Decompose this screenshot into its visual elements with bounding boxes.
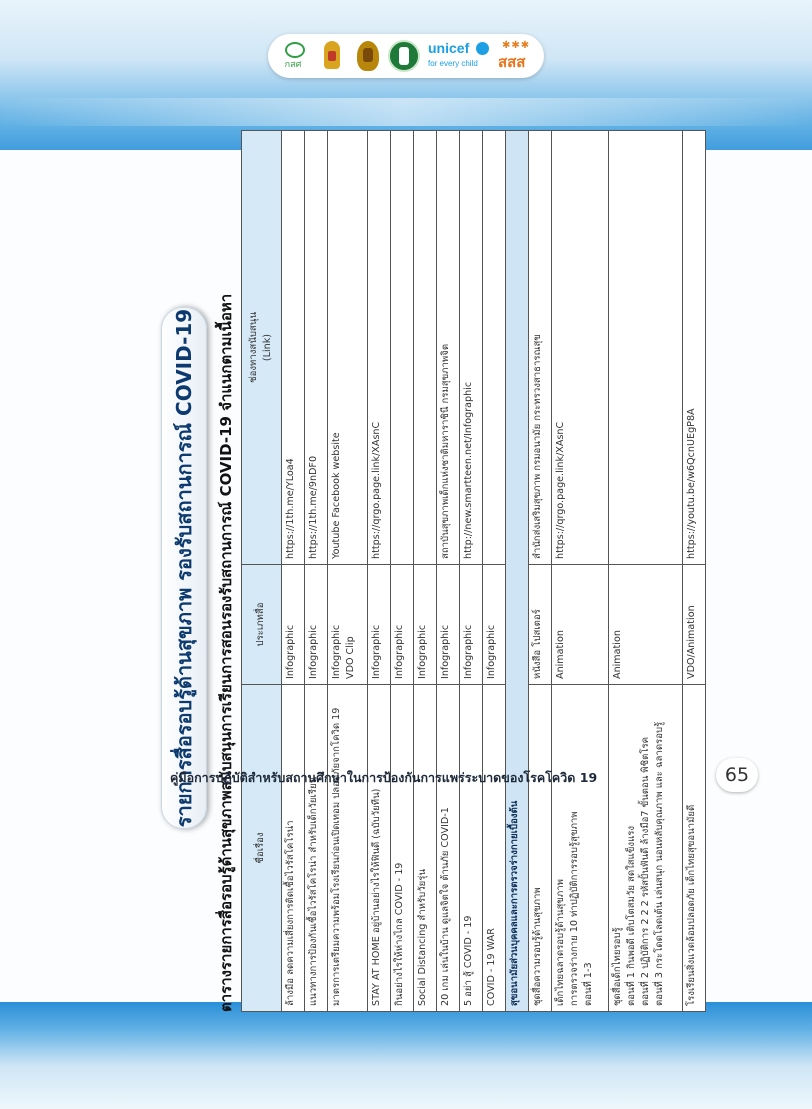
cell-topic: กินอย่างไรให้ห่างไกล COVID - 19: [390, 685, 413, 1012]
table-header-row: [242, 131, 282, 1012]
cell-channel: https://qrgo.page.link/XAsnC: [367, 131, 390, 565]
table-row: [483, 131, 506, 1012]
table-row: [437, 131, 460, 1012]
cell-topic: ล้างมือ ลดความเสี่ยงการติดเชื้อไวรัสโคโรน่า: [281, 685, 304, 1012]
cell-media: [328, 565, 368, 685]
cell-media-line: Infographic: [463, 624, 475, 679]
cell-topic: [552, 685, 609, 1012]
cell-media-line: Infographic: [393, 624, 405, 679]
cell-media: VDO/Animation: [682, 565, 705, 685]
header-channel: [242, 131, 282, 565]
cell-channel: Youtube Facebook website: [328, 131, 368, 565]
cell-channel: [609, 131, 683, 565]
table-row: [460, 131, 483, 1012]
cell-topic: 5 อย่า สู้ COVID - 19: [460, 685, 483, 1012]
cell-channel: http://new.smartteen.net/Infographic: [460, 131, 483, 565]
crest-icon-2: [354, 40, 382, 72]
table-row: [414, 131, 437, 1012]
cell-topic-line: เด็กไทยฉลาดรอบรู้ด้านสุขภาพ: [555, 879, 567, 1006]
cell-media-line: Infographic: [440, 624, 452, 679]
table-row: [281, 131, 304, 1012]
header-media: ประเภทสื่อ: [242, 565, 282, 685]
header-topic: ชื่อเรื่อง: [242, 685, 282, 1012]
cell-media: [483, 565, 506, 685]
cell-media: [414, 565, 437, 685]
footer-band: [0, 1002, 812, 1109]
cell-media: [281, 565, 304, 685]
page-number: 65: [716, 758, 758, 792]
cell-media-line: Infographic: [331, 624, 342, 679]
cell-topic: โรงเรียนสิ่งแวดล้อมปลอดภัย เด็กไทยสุขอนามัยดี: [682, 685, 705, 1012]
rotated-page: [161, 131, 712, 1012]
cell-media-line: Infographic: [486, 624, 498, 679]
footer-text: คู่มือการปฏิบัติสำหรับสถานศึกษาในการป้องกันการแพร่ระบาดของโรคโควิด 19: [170, 770, 598, 785]
cell-media: Animation: [552, 565, 609, 685]
cell-media: [304, 565, 327, 685]
table-row: [390, 131, 413, 1012]
kss-leaf-icon: กสศ: [278, 40, 308, 72]
cell-topic-line: ตอนที่ 1 กินพอดี เติบโตสมวัย สดใสแข็งแรง: [626, 825, 638, 1006]
cell-media: หนังสือ โปสเตอร์: [529, 565, 552, 685]
cell-topic: Social Distancing สำหรับวัยรุ่น: [414, 685, 437, 1012]
cell-media: [367, 565, 390, 685]
logo-strip: [268, 34, 544, 78]
cell-media-line: Infographic: [284, 624, 296, 679]
cell-channel: [483, 131, 506, 565]
cell-channel: https://youtu.be/w6QcnUEgP8A: [682, 131, 705, 565]
unicef-icon: unicef for every child: [428, 40, 490, 72]
header-channel-sub: (Link): [262, 333, 274, 362]
header-channel-label: ช่องทางสนับสนุน: [248, 312, 260, 383]
cell-topic: [609, 685, 683, 1012]
crest-icon-1: [318, 40, 346, 72]
cell-media: Animation: [609, 565, 683, 685]
cell-topic-line: ตอนที่ 1-3: [583, 962, 595, 1006]
cell-topic-line: ชุดสื่อเด็กไทยรอบรู้: [612, 927, 624, 1006]
cell-media: [460, 565, 483, 685]
cell-media-line: Infographic: [370, 624, 382, 679]
cell-topic: 20 เกม เล่นในบ้าน ดูแลจิตใจ ต้านภัย COVID-1: [437, 685, 460, 1012]
cell-channel: [390, 131, 413, 565]
cell-channel: สถาบันสุขภาพเด็กแห่งชาติมหาราชินี กรมสุขภาพจิต: [437, 131, 460, 565]
cell-channel: [414, 131, 437, 565]
cell-topic: แนวทางการป้องกันเชื้อไวรัสโคโรน่า สำหรับเด็กวัยเรียน: [304, 685, 327, 1012]
cell-channel: https://1th.me/9nDF0: [304, 131, 327, 565]
cell-media: [437, 565, 460, 685]
cell-topic: ชุดสื่อความรอบรู้ด้านสุขภาพ: [529, 685, 552, 1012]
cell-topic: STAY AT HOME อยู่บ้านอย่างไรให้ฟินดี (ฉบับวัยทีน): [367, 685, 390, 1012]
cell-topic-line: ตอนที่ 2 ปฏิบัติการ 2 2 2 รหัสปั้นฟันดี ล้างมือ7 ขั้นตอน พิชิตโรค: [640, 736, 652, 1006]
cell-media: [390, 565, 413, 685]
cell-topic: มาตรการเตรียมความพร้อมโรงเรียนก่อนเปิดเทอม ปลอดภัยจากโควิด 19: [328, 685, 368, 1012]
cell-topic: COVID - 19 WAR: [483, 685, 506, 1012]
table-row: [682, 131, 705, 1012]
group-row: [506, 131, 529, 1012]
table-row: [529, 131, 552, 1012]
table-row: [328, 131, 368, 1012]
table-row: [552, 131, 609, 1012]
table-caption: ตารางรายการสื่อรอบรู้ด้านสุขภาพสนับสนุนการเรียนการสอนรองรับสถานการณ์ COVID-19 จำแนกตามเนื้อหา: [217, 293, 235, 1012]
cell-media-line: Infographic: [307, 624, 319, 679]
page-title: รายการสื่อรอบรู้ด้านสุขภาพ รองรับสถานการณ์ COVID-19: [161, 307, 207, 829]
table-row: [367, 131, 390, 1012]
cell-media-line: Infographic: [417, 624, 428, 679]
cell-channel: สำนักส่งเสริมสุขภาพ กรมอนามัย กระทรวงสาธารณสุข: [529, 131, 552, 565]
table-row: [304, 131, 327, 1012]
cell-channel: https://1th.me/YLoa4: [281, 131, 304, 565]
table-row: [609, 131, 683, 1012]
ministry-health-icon: [388, 40, 418, 72]
cell-topic-line: การตรวจร่างกาย 10 ท่าปฏิบัติการรอบรู้สุขภาพ: [569, 811, 581, 1006]
cell-channel: https://qrgo.page.link/XAsnC: [552, 131, 609, 565]
media-table: [241, 130, 706, 1012]
thaihealth-icon: ✱✱✱ สสส: [498, 40, 531, 71]
cell-media-line: VDO Clip: [345, 636, 356, 679]
group-title: สุขอนามัยส่วนบุคคลและการตรวจร่างกายเบื้องต้น: [506, 131, 529, 1012]
cell-topic-line: ตอนที่ 3 กระโดดโลดเต้น เล่นสนุก นอนหลับคุณภาพ และ ฉลาดรอบรู้: [654, 721, 666, 1006]
